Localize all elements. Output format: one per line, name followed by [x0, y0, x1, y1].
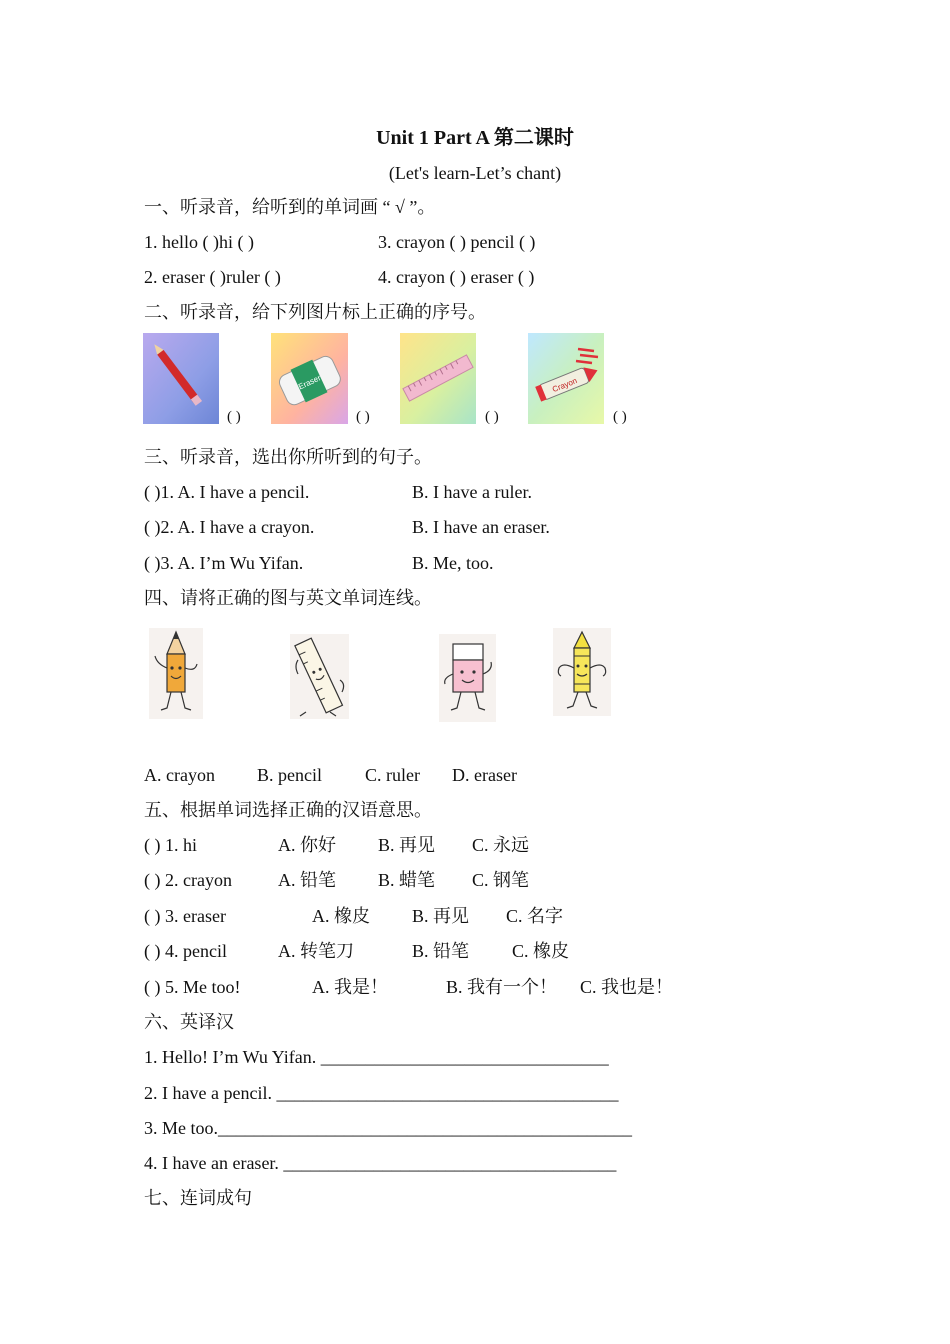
section6-heading: 六、英译汉	[144, 1012, 234, 1032]
section5-q4: ( ) 4. pencil	[144, 941, 227, 961]
section5-q3-c: C. 名字	[506, 906, 564, 926]
section5-q3-a: A. 橡皮	[312, 906, 370, 926]
section5-q1: ( ) 1. hi	[144, 835, 197, 855]
section5-q3-b: B. 再见	[412, 906, 470, 926]
section5-q4-a: A. 转笔刀	[278, 941, 354, 961]
section3-item3-a: ( )3. A. I’m Wu Yifan.	[144, 553, 304, 573]
page-title: Unit 1 Part A 第二课时	[376, 127, 574, 149]
section3-item3-b: B. Me, too.	[412, 553, 494, 573]
section3-heading: 三、听录音，选出你所听到的句子。	[144, 447, 432, 467]
section5-q5: ( ) 5. Me too!	[144, 977, 241, 997]
section5-q4-b: B. 铅笔	[412, 941, 470, 961]
section5-q4-c: C. 橡皮	[512, 941, 570, 961]
crayon-picture-label: Crayon	[551, 376, 579, 395]
section5-q5-c: C. 我也是！	[580, 977, 674, 997]
page-subtitle: (Let's learn-Let’s chant)	[388, 163, 562, 183]
section3-item2-b: B. I have an eraser.	[412, 517, 550, 537]
section7-heading: 七、连词成句	[144, 1188, 252, 1208]
section2-heading: 二、听录音，给下列图片标上正确的序号。	[144, 302, 486, 322]
section1-row1-right: 3. crayon ( ) pencil ( )	[378, 232, 536, 252]
match-word-crayon: A. crayon	[144, 765, 215, 785]
section3-item1-b: B. I have a ruler.	[412, 482, 532, 502]
section3-item1-a: ( )1. A. I have a pencil.	[144, 482, 310, 502]
eraser-picture-label: Eraser	[297, 373, 323, 392]
section5-q1-a: A. 你好	[278, 835, 336, 855]
section1-row2-left: 2. eraser ( )ruler ( )	[144, 267, 281, 287]
pencil-picture	[143, 333, 219, 424]
translation-line-4[interactable]: 4. I have an eraser. _____________________________________	[144, 1153, 617, 1173]
section3-item2-a: ( )2. A. I have a crayon.	[144, 517, 315, 537]
pencil-cartoon-icon	[149, 628, 203, 719]
crayon-picture	[528, 333, 604, 424]
section1-heading: 一、听录音，给听到的单词画 “ √ ”。	[144, 197, 436, 217]
pencil-answer-blank[interactable]: ( )	[227, 409, 241, 425]
section5-q3: ( ) 3. eraser	[144, 906, 226, 926]
crayon-answer-blank[interactable]: ( )	[613, 409, 627, 425]
section5-q2-c: C. 钢笔	[472, 870, 530, 890]
match-word-pencil: B. pencil	[257, 765, 322, 785]
ruler-cartoon-icon	[290, 634, 349, 719]
translation-line-1[interactable]: 1. Hello! I’m Wu Yifan. ________________________________	[144, 1047, 609, 1067]
section4-heading: 四、请将正确的图与英文单词连线。	[144, 588, 432, 608]
ruler-picture	[400, 333, 476, 424]
match-word-eraser: D. eraser	[452, 765, 517, 785]
section5-q5-b: B. 我有一个！	[446, 977, 558, 997]
match-word-ruler: C. ruler	[365, 765, 420, 785]
crayon-cartoon-icon	[553, 628, 611, 716]
translation-line-3[interactable]: 3. Me too.______________________________________________	[144, 1118, 632, 1138]
eraser-answer-blank[interactable]: ( )	[356, 409, 370, 425]
section5-q1-b: B. 再见	[378, 835, 436, 855]
section5-q2-b: B. 蜡笔	[378, 870, 436, 890]
section1-row2-right: 4. crayon ( ) eraser ( )	[378, 267, 535, 287]
section5-q1-c: C. 永远	[472, 835, 530, 855]
eraser-picture	[271, 333, 348, 424]
ruler-answer-blank[interactable]: ( )	[485, 409, 499, 425]
section5-q5-a: A. 我是！	[312, 977, 388, 997]
translation-line-2[interactable]: 2. I have a pencil. ______________________________________	[144, 1083, 619, 1103]
section5-q2-a: A. 铅笔	[278, 870, 336, 890]
section5-q2: ( ) 2. crayon	[144, 870, 232, 890]
eraser-cartoon-icon	[439, 634, 496, 722]
section1-row1-left: 1. hello ( )hi ( )	[144, 232, 254, 252]
section5-heading: 五、根据单词选择正确的汉语意思。	[144, 800, 432, 820]
